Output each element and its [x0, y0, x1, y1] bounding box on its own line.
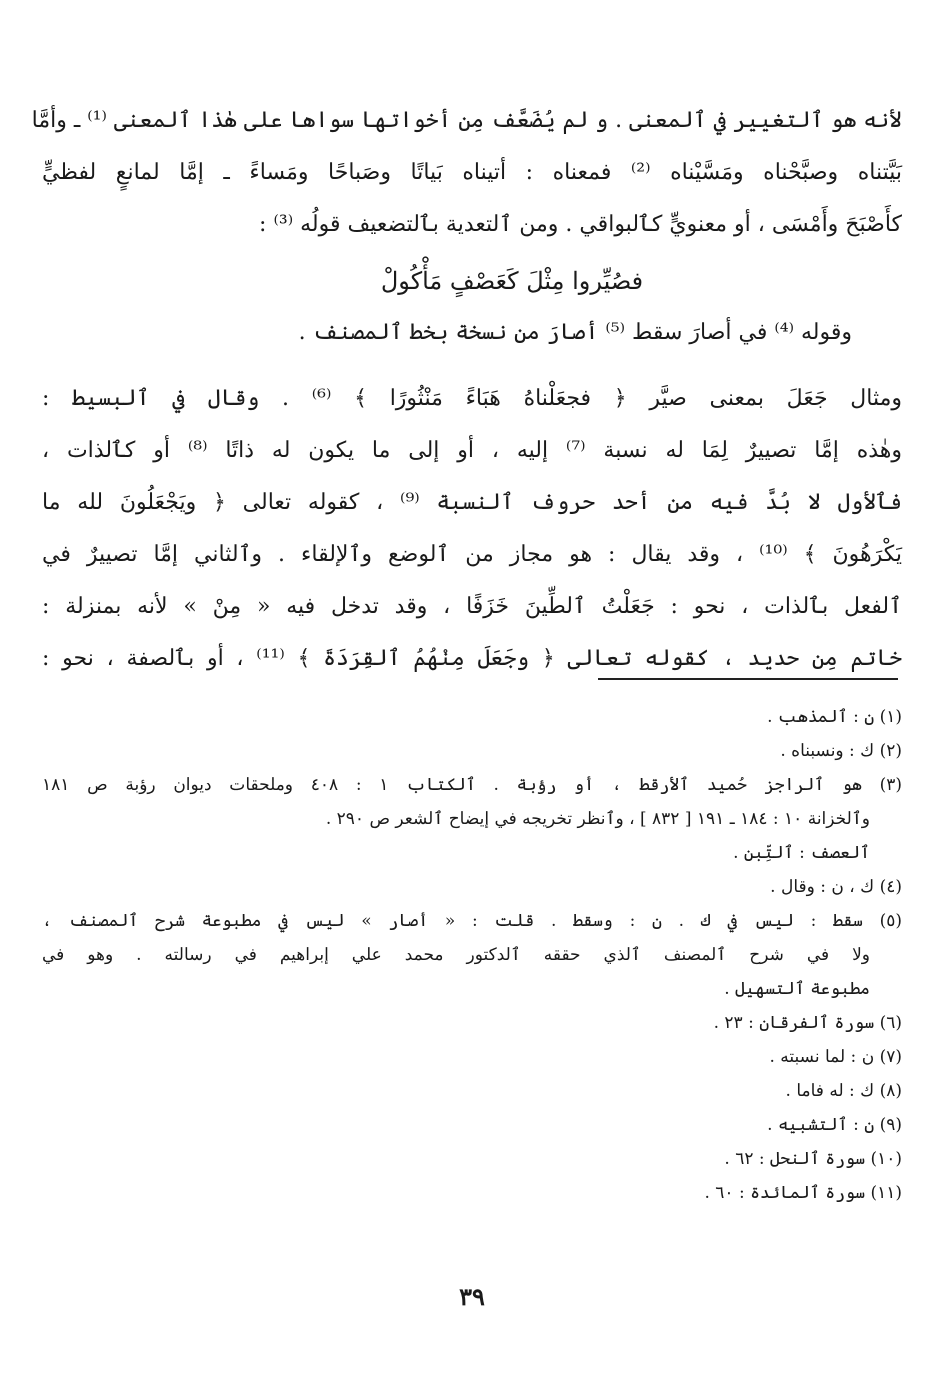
text-line: يَكْرَهُونَ ﴾ ⁽¹⁰⁾ ، وقد يقال : هو مجاز من ٱلوضع وٱلإلقاء . وٱلثاني إمَّا تصييرٌ في: [42, 542, 902, 567]
footnote: (٢) ك : ونسبناه .: [780, 741, 902, 761]
text-line: فٱلأول لا بُدَّ فيه من أحد حروف ٱلنسبة ⁽⁹⁾ ، كقوله تعالى ﴿ ويَجْعَلُونَ لله ما: [42, 490, 902, 515]
footnote: (٧) ن : لما نسبته .: [769, 1047, 902, 1067]
text-line: ومثال جَعَلَ بمعنى صيَّر ﴿ فجعَلْناهُ هَبَاءً مَنْثُورًا ﴾ ⁽⁶⁾ . وقال في ٱلبسيط :: [42, 386, 902, 411]
footnotes: [42, 700, 902, 1210]
footnote: (١١) سورة ٱلمائدة : ٦٠ .: [704, 1183, 902, 1203]
footnote-continuation: ٱلعصف : ٱلتِّبن .: [733, 843, 870, 863]
footnote: (٨) ك : له فاما .: [785, 1081, 902, 1101]
footnote: (٣) هو ٱلراجز حُميد ٱلأرقط ، أو رؤبة . ٱلكتاب ١ : ٤٠٨ وملحقات ديوان رؤبة ص ١٨١: [42, 775, 903, 795]
poetry-verse: فصُيِّروا مِثْلَ كَعَصْفٍ مَأْكُولْ: [380, 267, 644, 295]
footnote-continuation: ولا في شرح ٱلمصنف ٱلذي حققه ٱلدكتور محمد علي إبراهيم في رسالته . وهو في: [42, 945, 870, 965]
footnote: (٤) ك ، ن : وقال .: [770, 877, 902, 897]
paragraph-gap: [42, 355, 902, 373]
footnote: (٥) سقط : ليس في ك . ن : وسقط . قلت : « أصار » ليس في مطبوعة شرح ٱلمصنف ،: [42, 911, 902, 931]
text-line: وقوله ⁽⁴⁾ في أصارَ سقط ⁽⁵⁾ أصارَ من نسخة بخط ٱلمصنف .: [298, 320, 852, 345]
footnote-continuation: مطبوعة ٱلتسهيل .: [724, 979, 870, 999]
footnote-divider: [598, 678, 898, 680]
text-line: وهٰذه إمَّا تصييرٌ لِمَا له نسبة ⁽⁷⁾ إليه ، أو إلى ما يكون له ذاتًا ⁽⁸⁾ أو كٱلذات ،: [42, 438, 903, 463]
footnote: (٦) سورة ٱلفرقان : ٢٣ .: [713, 1013, 902, 1033]
footnote: (١٠) سورة ٱلنحل : ٦٢ .: [724, 1149, 902, 1169]
footnote: (٩) ن : ٱلتشبيه .: [767, 1115, 902, 1135]
footnote: (١) ن : ٱلمذهب .: [767, 707, 902, 727]
text-line: خاتم مِن حديد ، كقوله تعالى ﴿ وجَعَلَ مِنْهُمُ ٱلقِرَدَةَ ﴾ ⁽¹¹⁾ ، أو بٱلصفة ، نحو :: [42, 646, 903, 671]
footnote-continuation: وٱلخزانة ١٠ : ١٨٤ ـ ١٩١ [ ٨٣٢ ] ، وٱنظر تخريجه في إيضاح ٱلشعر ص ٢٩٠ .: [325, 809, 870, 829]
text-line: كأَصْبَحَ وأَمْسَى ، أو معنويٍّ كٱلبواقي . ومن ٱلتعدية بٱلتضعيف قولُه ⁽³⁾ :: [259, 212, 902, 237]
main-text: [31, 95, 903, 685]
text-line: ٱلفعل بٱلذات ، نحو : جَعَلْتُ ٱلطِّينَ خَزَفًا ، وقد تدخل فيه « مِنْ » لأنه بمنزلة :: [42, 594, 902, 619]
text-line: لأنه هو ٱلتغيير في ٱلمعنى . و لم يُضَعَّف مِن أخواتها سواها على هٰذا ٱلمعنى ⁽¹⁾ ـ وأمَّا: [31, 108, 902, 133]
page-number: ٣٩: [459, 1282, 485, 1311]
text-line: بَيَّتناه وصبَّحْناه ومَسَّيْناه ⁽²⁾ فمعناه : أتيناه بَياتًا وصَباحًا ومَساءً ـ إمَّا لمانعٍ لفظيٍّ: [42, 160, 902, 185]
